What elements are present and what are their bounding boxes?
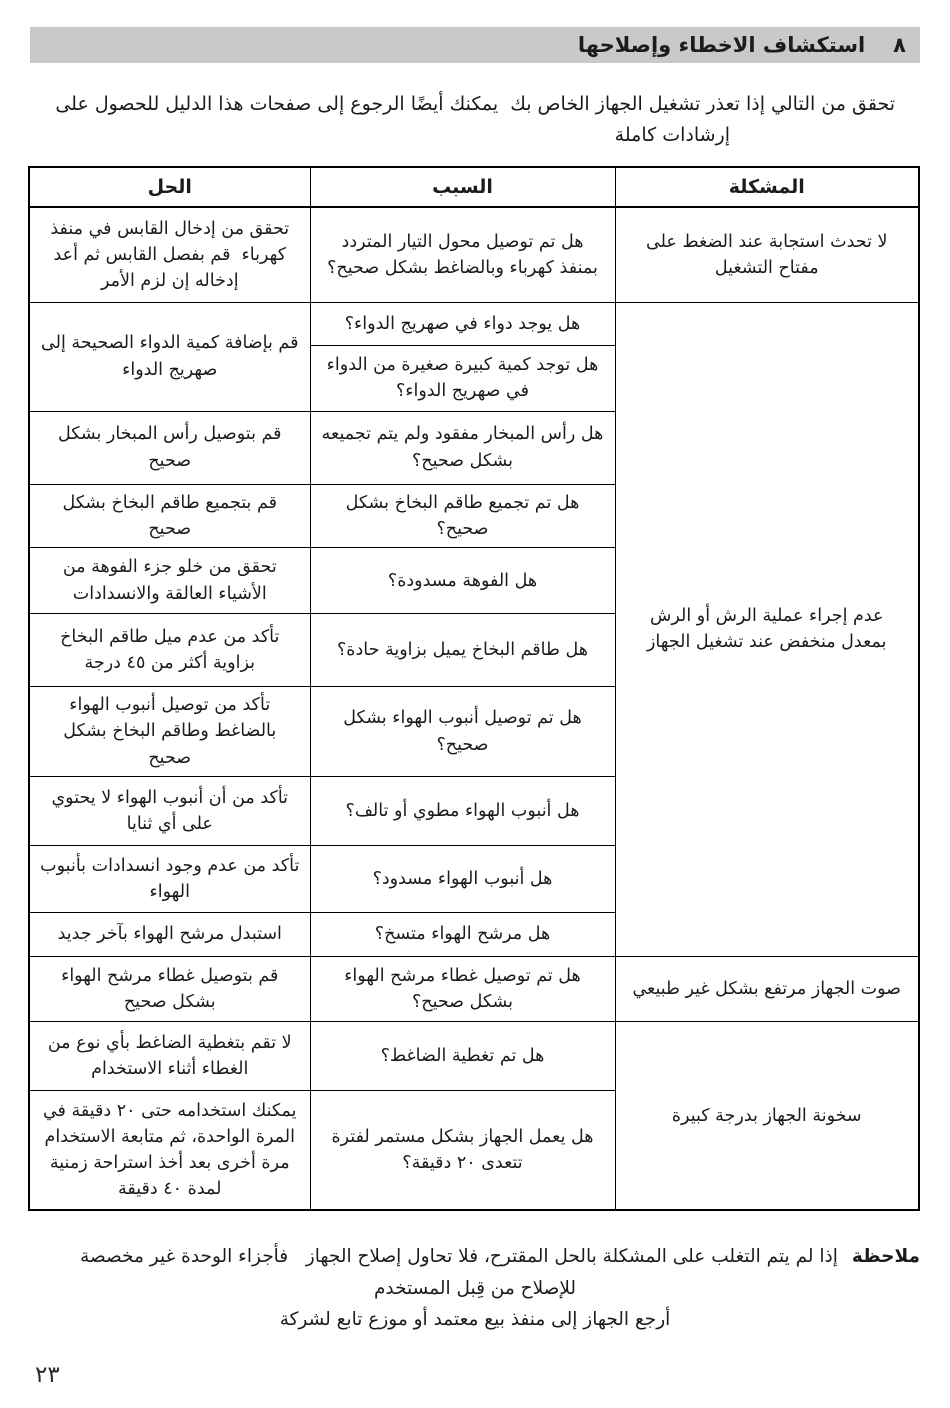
cause-cell: هل تم تجميع طاقم البخاخ بشكل صحيح؟ bbox=[310, 484, 615, 548]
page-content bbox=[30, 27, 920, 1336]
cause-cell: هل الفوهة مسدودة؟ bbox=[310, 548, 615, 614]
solution-cell: تأكد من أن أنبوب الهواء لا يحتوي على أي ثنايا bbox=[29, 776, 310, 845]
table-row bbox=[29, 207, 919, 302]
cause-cell: هل يوجد دواء في صهريج الدواء؟ bbox=[310, 302, 615, 345]
cause-cell: هل يعمل الجهاز بشكل مستمر لفترة تتعدى ٢٠ دقيقة؟ bbox=[310, 1090, 615, 1210]
cause-cell: هل رأس المبخار مفقود ولم يتم تجميعه بشكل صحيح؟ bbox=[310, 411, 615, 484]
table-row bbox=[29, 302, 919, 345]
table-row bbox=[29, 956, 919, 1021]
intro-line-1: تحقق من التالي إذا تعذر تشغيل الجهاز الخاص بك يمكنك أيضًا الرجوع إلى صفحات هذا الدليل للحصول على bbox=[55, 93, 895, 115]
problem-cell: صوت الجهاز مرتفع بشكل غير طبيعي bbox=[615, 956, 919, 1021]
problem-cell: عدم إجراء عملية الرش أو الرش بمعدل منخفض عند تشغيل الجهاز bbox=[615, 302, 919, 956]
intro-line-2: إرشادات كاملة bbox=[614, 124, 730, 147]
note-line-2: للإصلاح من قِبل المستخدم bbox=[373, 1277, 577, 1299]
note-block bbox=[30, 1241, 920, 1335]
solution-cell: تحقق من خلو جزء الفوهة من الأشياء العالقة والانسدادات bbox=[29, 548, 310, 614]
solution-cell: لا تقم بتغطية الضاغط بأي نوع من الغطاء أثناء الاستخدام bbox=[29, 1021, 310, 1090]
section-number: ٨ bbox=[893, 33, 906, 57]
section-header-bar bbox=[30, 27, 920, 63]
column-header-problem: المشكلة bbox=[615, 167, 919, 208]
cause-cell: هل تم توصيل أنبوب الهواء بشكل صحيح؟ bbox=[310, 687, 615, 777]
solution-cell: قم بتجميع طاقم البخاخ بشكل صحيح bbox=[29, 484, 310, 548]
cause-cell: هل طاقم البخاخ يميل بزاوية حادة؟ bbox=[310, 614, 615, 687]
solution-cell: تأكد من عدم وجود انسدادات بأنبوب الهواء bbox=[29, 845, 310, 912]
cause-cell: هل تم توصيل غطاء مرشح الهواء بشكل صحيح؟ bbox=[310, 956, 615, 1021]
troubleshooting-table bbox=[28, 166, 920, 1212]
solution-cell: قم بتوصيل غطاء مرشح الهواء بشكل صحيح bbox=[29, 956, 310, 1021]
cause-cell: هل توجد كمية كبيرة صغيرة من الدواء في صهريج الدواء؟ bbox=[310, 345, 615, 411]
cause-cell: هل أنبوب الهواء مطوي أو تالف؟ bbox=[310, 776, 615, 845]
note-label: ملاحظة bbox=[851, 1246, 920, 1268]
column-header-cause: السبب bbox=[310, 167, 615, 208]
cause-cell: هل تم تغطية الضاغط؟ bbox=[310, 1021, 615, 1090]
page-number: ٢٣ bbox=[35, 1362, 60, 1388]
solution-cell: تأكد من عدم ميل طاقم البخاخ بزاوية أكثر من ٤٥ درجة bbox=[29, 614, 310, 687]
solution-cell: استبدل مرشح الهواء بآخر جديد bbox=[29, 912, 310, 956]
note-text-1: إذا لم يتم التغلب على المشكلة بالحل المقترح، فلا تحاول إصلاح الجهاز فأجزاء الوحدة غير مخصصة bbox=[80, 1246, 838, 1268]
intro-paragraph bbox=[30, 89, 920, 152]
note-line-3: أرجع الجهاز إلى منفذ بيع معتمد أو موزع تابع لشركة bbox=[279, 1309, 671, 1331]
solution-cell: قم بتوصيل رأس المبخار بشكل صحيح bbox=[29, 411, 310, 484]
cause-cell: هل تم توصيل محول التيار المتردد بمنفذ كهرباء وبالضاغط بشكل صحيح؟ bbox=[310, 207, 615, 302]
table-header-row bbox=[29, 167, 919, 208]
table-row bbox=[29, 1021, 919, 1090]
solution-cell: قم بإضافة كمية الدواء الصحيحة إلى صهريج الدواء bbox=[29, 302, 310, 411]
column-header-solution: الحل bbox=[29, 167, 310, 208]
problem-cell: لا تحدث استجابة عند الضغط على مفتاح التشغيل bbox=[615, 207, 919, 302]
problem-cell: سخونة الجهاز بدرجة كبيرة bbox=[615, 1021, 919, 1210]
cause-cell: هل أنبوب الهواء مسدود؟ bbox=[310, 845, 615, 912]
solution-cell: تأكد من توصيل أنبوب الهواء بالضاغط وطاقم البخاخ بشكل صحيح bbox=[29, 687, 310, 777]
cause-cell: هل مرشح الهواء متسخ؟ bbox=[310, 912, 615, 956]
page-title: استكشاف الاخطاء وإصلاحها bbox=[577, 33, 866, 57]
solution-cell: تحقق من إدخال القابس في منفذ كهرباء قم بفصل القابس ثم أعد إدخاله إن لزم الأمر bbox=[29, 207, 310, 302]
solution-cell: يمكنك استخدامه حتى ٢٠ دقيقة في المرة الواحدة، ثم متابعة الاستخدام مرة أخرى بعد أخذ استراحة زمنية لمدة ٤٠ دقيقة bbox=[29, 1090, 310, 1210]
note-line-1 bbox=[30, 1241, 920, 1272]
